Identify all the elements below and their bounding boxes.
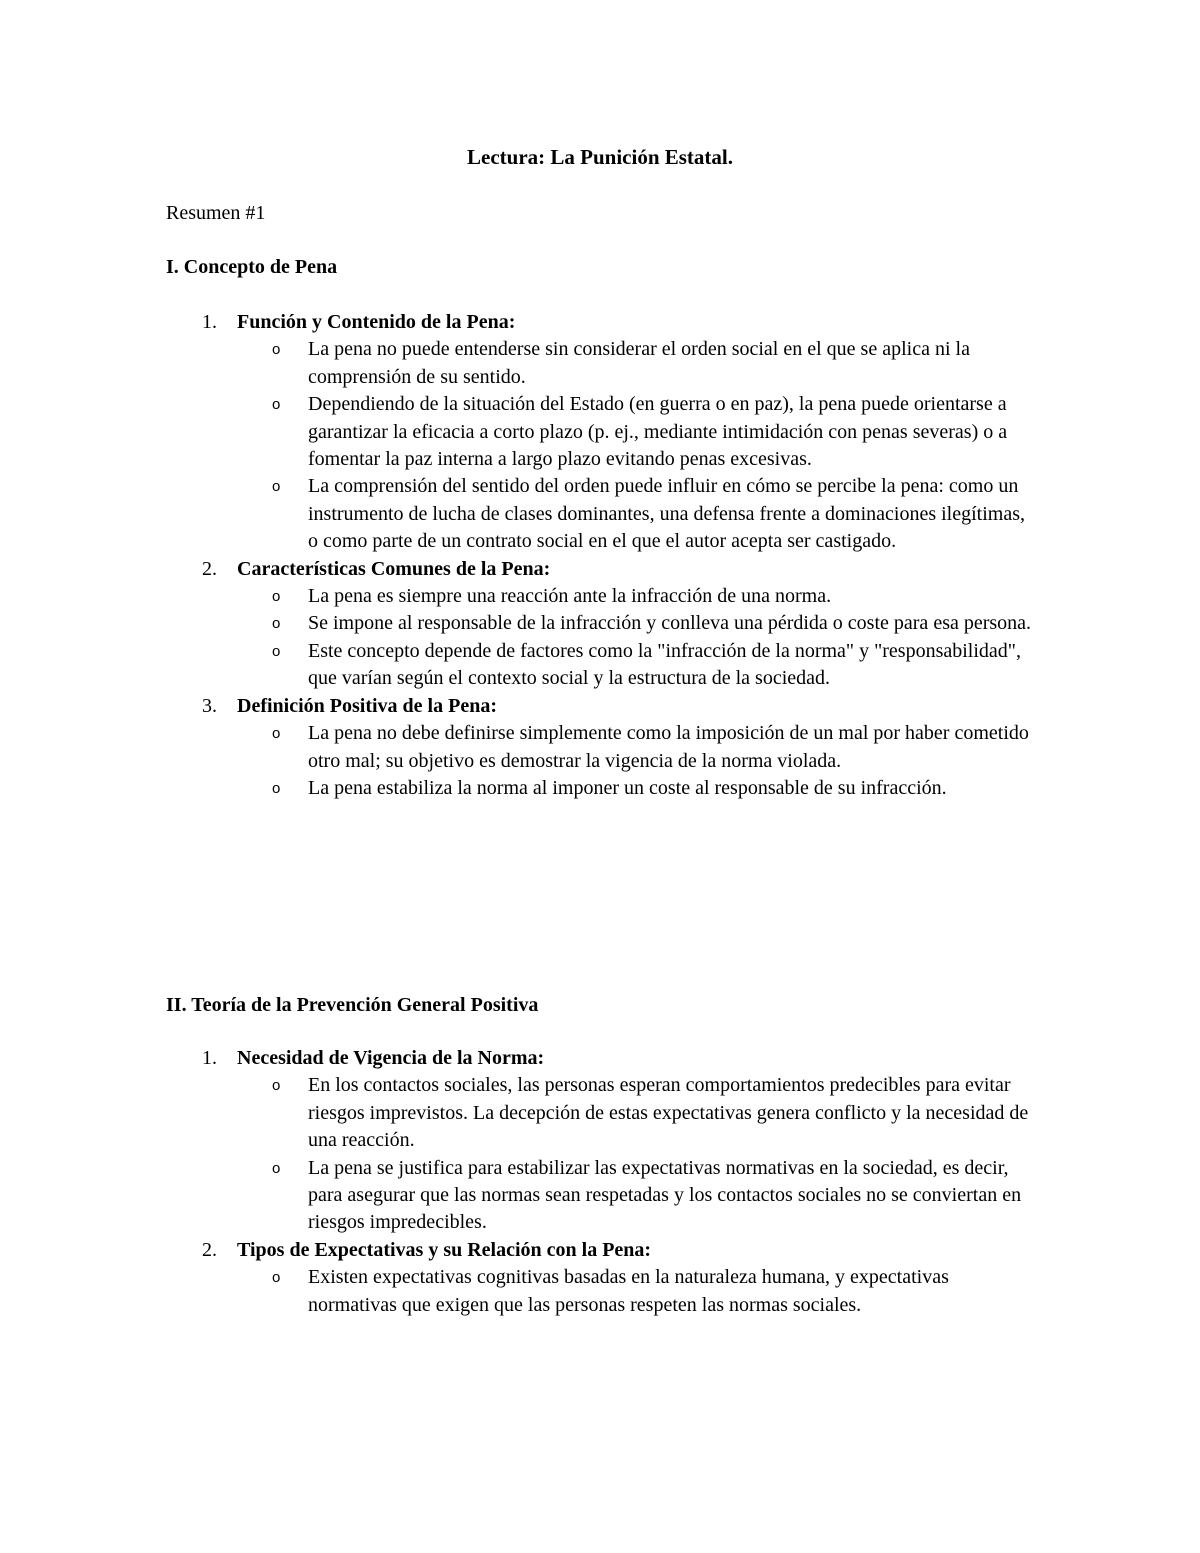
section-heading: I. Concepto de Pena: [166, 256, 338, 278]
list-item-heading: Definición Positiva de la Pena:: [237, 694, 497, 717]
bullet-text: La comprensión del sentido del orden puede influir en cómo se percibe la pena: como un instrumento de lucha de clases dominantes, una defensa frente a dominaciones ilegítimas, o como parte de un contrato social en el que el autor acepta ser castigado.: [308, 475, 1025, 553]
bullet-marker-icon: o: [272, 478, 281, 496]
bullet-marker-icon: o: [272, 341, 281, 359]
list-item-heading: Función y Contenido de la Pena:: [237, 311, 516, 333]
list-item-number: 1.: [202, 1047, 217, 1069]
bullet-item: [272, 583, 1032, 610]
list-item: [166, 556, 1046, 693]
list-item-number: 2.: [202, 557, 217, 580]
bullet-text: La pena no debe definirse simplemente como la imposición de un mal por haber cometido otro mal; su objetivo es demostrar la vigencia de la norma violada.: [308, 722, 1029, 772]
list-item: [166, 693, 1046, 803]
bullet-text: La pena se justifica para estabilizar las expectativas normativas en la sociedad, es decir, para asegurar que las normas sean respetadas y los contactos sociales no se conviertan en riesgos impredecibles.: [308, 1156, 1022, 1234]
bullet-item: [272, 775, 1032, 802]
bullet-item: [272, 391, 1032, 473]
list-item-number: 2.: [202, 1238, 217, 1261]
bullet-marker-icon: o: [272, 1159, 281, 1177]
bullet-item: [272, 720, 1032, 775]
list-item-number: 3.: [202, 694, 217, 717]
bullet-marker-icon: o: [272, 642, 281, 660]
list-item-heading: Características Comunes de la Pena:: [237, 557, 551, 580]
list-item-heading: Tipos de Expectativas y su Relación con la Pena:: [237, 1238, 652, 1261]
bullet-text: Este concepto depende de factores como la "infracción de la norma" y "responsabilidad", que varían según el contexto social y la estructura de la sociedad.: [308, 639, 1021, 690]
bullet-marker-icon: o: [272, 1077, 281, 1095]
bullet-text: Existen expectativas cognitivas basadas en la naturaleza humana, y expectativas normativas que exigen que las personas respeten las normas sociales.: [308, 1266, 949, 1316]
bullet-text: En los contactos sociales, las personas esperan comportamientos predecibles para evitar riesgos imprevistos. La decepción de estas expectativas genera conflicto y la necesidad de una reacción.: [308, 1074, 1029, 1152]
bullet-text: Dependiendo de la situación del Estado (en guerra o en paz), la pena puede orientarse a garantizar la eficacia a corto plazo (p. ej., mediante intimidación con penas severas) o a fomentar la paz interna a largo plazo evitando penas excesivas.: [308, 393, 1008, 471]
bullet-item: [272, 610, 1032, 637]
bullet-marker-icon: o: [272, 396, 281, 414]
bullet-text: Se impone al responsable de la infracción y conlleva una pérdida o coste para esa persona.: [308, 612, 1032, 635]
section-list: [166, 1045, 1046, 1319]
section-list: [166, 309, 1046, 802]
bullet-item: [272, 336, 1032, 391]
document-title: Lectura: La Punición Estatal.: [467, 145, 733, 169]
bullet-marker-icon: o: [272, 1269, 281, 1287]
bullet-item: [272, 1072, 1032, 1154]
section-heading: II. Teoría de la Prevención General Positiva: [166, 994, 539, 1016]
list-item: [166, 309, 1046, 556]
bullet-item: [272, 638, 1032, 693]
document-subtitle: Resumen #1: [166, 202, 266, 224]
list-item: [166, 1237, 1046, 1319]
list-item-heading: Necesidad de Vigencia de la Norma:: [237, 1047, 545, 1069]
bullet-item: [272, 473, 1032, 555]
bullet-item: [272, 1155, 1032, 1237]
bullet-text: La pena estabiliza la norma al imponer un coste al responsable de su infracción.: [308, 776, 947, 799]
bullet-marker-icon: o: [272, 588, 281, 606]
bullet-marker-icon: o: [272, 725, 281, 743]
list-item-number: 1.: [202, 311, 217, 333]
bullet-text: La pena no puede entenderse sin considerar el orden social en el que se aplica ni la comprensión de su sentido.: [308, 338, 970, 388]
list-item: [166, 1045, 1046, 1237]
bullet-marker-icon: o: [272, 615, 281, 633]
bullet-text: La pena es siempre una reacción ante la infracción de una norma.: [308, 585, 832, 608]
bullet-item: [272, 1264, 1032, 1319]
bullet-marker-icon: o: [272, 779, 281, 797]
